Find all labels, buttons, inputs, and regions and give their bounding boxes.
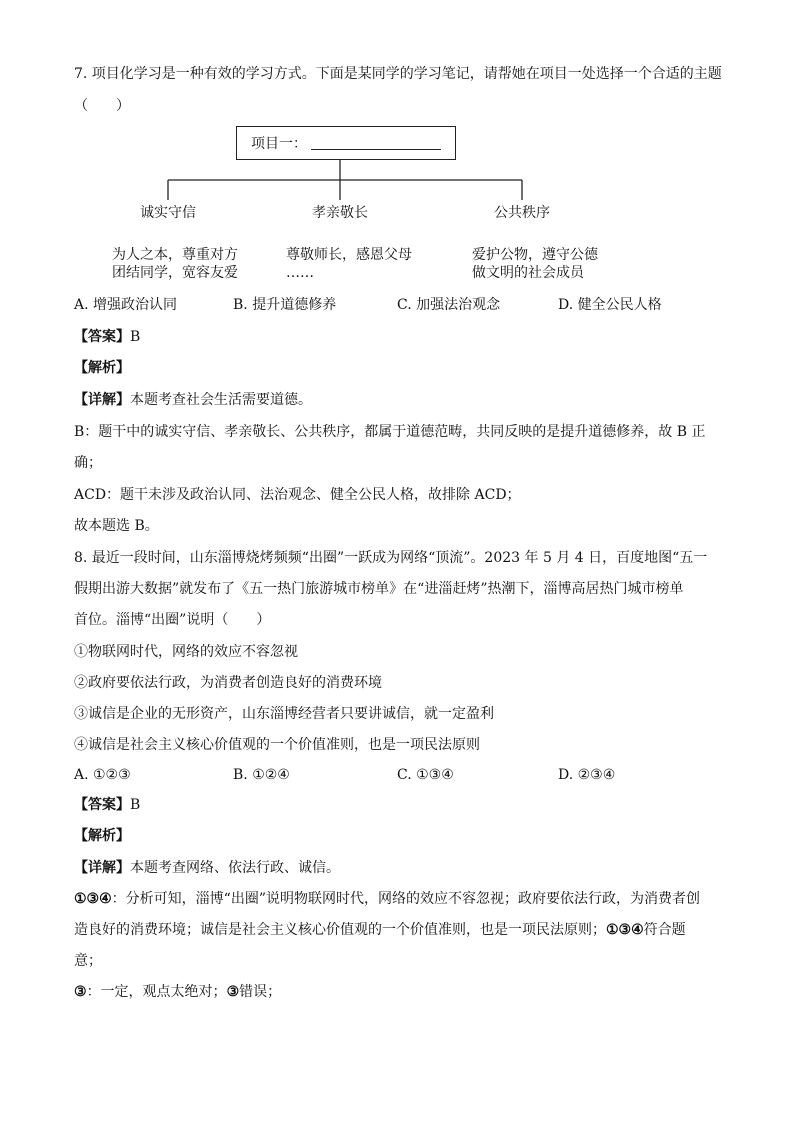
branch-3-line2: 做文明的社会成员 bbox=[472, 265, 584, 281]
q8-explain-p1-line2: 造良好的消费环境；诚信是社会主义核心价值观的一个价值准则，也是一项民法原则；①③④符合题 bbox=[74, 922, 686, 938]
q7-detail: 【详解】本题考查社会生活需要道德。 bbox=[74, 392, 312, 408]
branch-3-line1: 爱护公物，遵守公德 bbox=[472, 247, 598, 263]
q8-option-a: A. ①②③ bbox=[74, 767, 131, 783]
q8-stem-line3: 首位。淄博“出圈”说明（ ） bbox=[74, 612, 271, 628]
answer-value: B bbox=[130, 329, 141, 345]
q7-explain-b-line2: 确； bbox=[74, 455, 102, 471]
answer-value: B bbox=[130, 797, 141, 813]
branch-title-3: 公共秩序 bbox=[494, 205, 550, 221]
q8-statement-3: ③诚信是企业的无形资产，山东淄博经营者只要讲诚信，就一定盈利 bbox=[74, 706, 494, 722]
branch-1-line2: 团结同学，宽容友爱 bbox=[112, 265, 238, 281]
q8-option-d: D. ②③④ bbox=[558, 767, 616, 783]
q8-option-c: C. ①③④ bbox=[397, 767, 454, 783]
q7-explain-acd: ACD：题干未涉及政治认同、法治观念、健全公民人格，故排除 ACD； bbox=[74, 487, 521, 503]
project-box bbox=[236, 126, 456, 160]
q7-stem-line2: （ ） bbox=[74, 98, 130, 114]
q8-detail: 【详解】本题考查网络、依法行政、诚信。 bbox=[74, 860, 340, 876]
answer-tag: 【答案】 bbox=[74, 797, 130, 813]
q7-conclusion: 故本题选 B。 bbox=[74, 518, 159, 534]
q7-analysis-tag: 【解析】 bbox=[74, 360, 130, 376]
q8-stem-line2: 假期出游大数据”就发布了《五一热门旅游城市榜单》在“进淄赶烤”热潮下，淄博高居热门城市榜单 bbox=[74, 581, 684, 597]
q8-statement-2: ②政府要依法行政，为消费者创造良好的消费环境 bbox=[74, 675, 382, 691]
branch-2-line2: …… bbox=[286, 265, 314, 281]
q8-option-b: B. ①②④ bbox=[233, 767, 290, 783]
q8-statement-4: ④诚信是社会主义核心价值观的一个价值准则，也是一项民法原则 bbox=[74, 737, 480, 753]
branch-title-2: 孝亲敬长 bbox=[312, 205, 368, 221]
q8-stem-line1: 8. 最近一段时间，山东淄博烧烤频频“出圈”一跃成为网络“顶流”。2023 年 5 月 4 日，百度地图“五一 bbox=[74, 550, 708, 566]
q7-explain-b-line1: B：题干中的诚实守信、孝亲敬长、公共秩序，都属于道德范畴，共同反映的是提升道德修养，故 B 正 bbox=[74, 424, 706, 440]
q7-stem-line1: 7. 项目化学习是一种有效的学习方式。下面是某同学的学习笔记，请帮她在项目一处选择一个合适的主题 bbox=[74, 66, 722, 82]
q7-option-b: B. 提升道德修养 bbox=[233, 297, 337, 313]
branch-1-line1: 为人之本，尊重对方 bbox=[112, 247, 238, 263]
q8-answer bbox=[74, 795, 140, 815]
q7-option-a: A. 增强政治认同 bbox=[74, 297, 178, 313]
project-blank-line bbox=[311, 149, 441, 150]
q8-explain-p1-line1: ①③④：分析可知，淄博“出圈”说明物联网时代，网络的效应不容忽视；政府要依法行政，为消费者创 bbox=[74, 891, 700, 907]
q7-option-c: C. 加强法治观念 bbox=[397, 297, 501, 313]
q8-analysis-tag: 【解析】 bbox=[74, 828, 130, 844]
branch-2-line1: 尊敬师长，感恩父母 bbox=[286, 247, 412, 263]
q8-statement-1: ①物联网时代，网络的效应不容忽视 bbox=[74, 644, 298, 660]
q7-answer bbox=[74, 327, 140, 347]
project-box-label: 项目一： bbox=[251, 136, 307, 152]
q8-explain-p1-line3: 意； bbox=[74, 953, 102, 969]
answer-tag: 【答案】 bbox=[74, 329, 130, 345]
branch-title-1: 诚实守信 bbox=[140, 205, 196, 221]
q8-explain-p2: ③：一定，观点太绝对；③错误； bbox=[74, 984, 282, 1000]
q7-option-d: D. 健全公民人格 bbox=[558, 297, 662, 313]
